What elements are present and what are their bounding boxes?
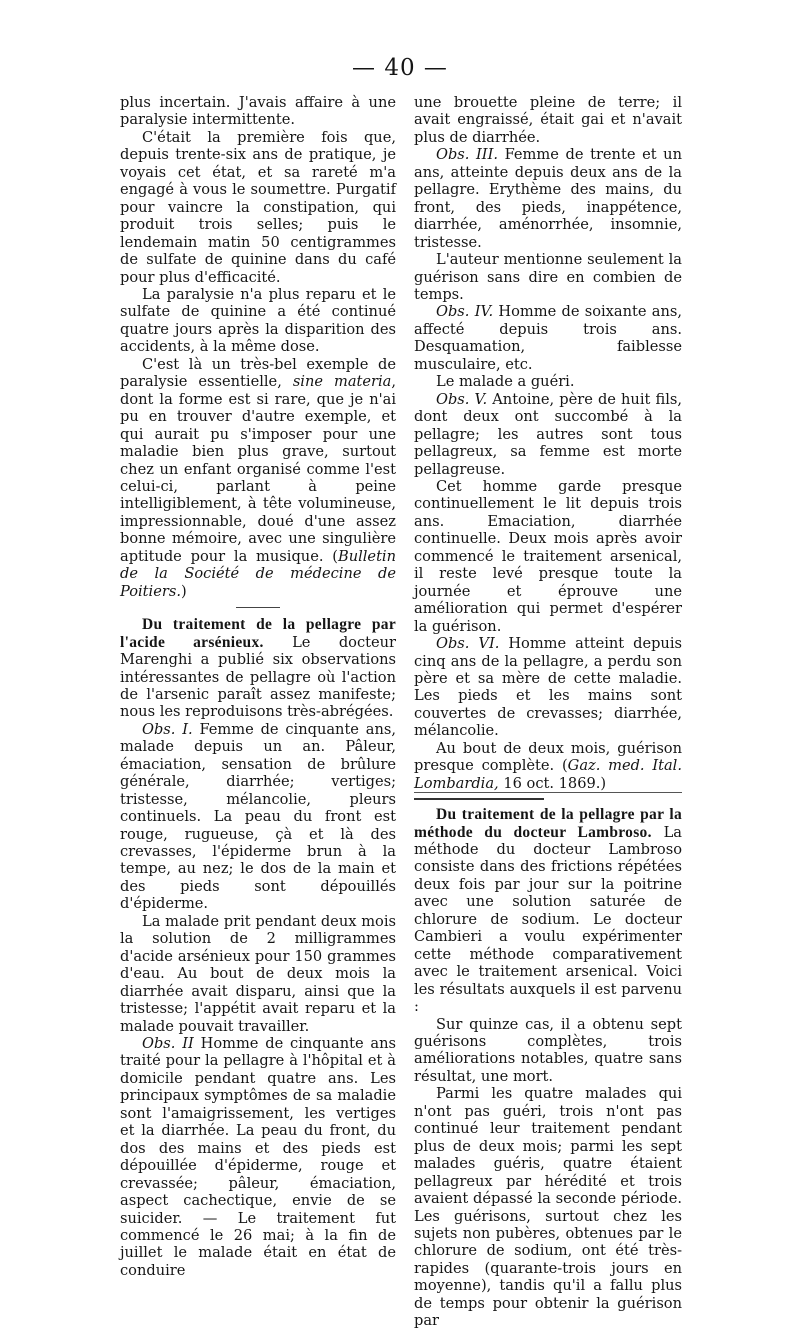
observation-label: Obs. III. bbox=[436, 146, 498, 164]
text-run: ) bbox=[180, 582, 187, 600]
paragraph: C'était la première fois que, depuis trente-six ans de pratique, je voyais cet état, et sa rareté m'a engagé à vous le soumettre. Purgatif pour vaincre la constipation, qui produit trois selles; puis le lendemain matin 50 centigrammes de sulfate de quinine dans du café pour plus d'efficacité. bbox=[120, 128, 396, 286]
paragraph bbox=[414, 146, 682, 251]
paragraph: plus incertain. J'avais affaire à une paralysie intermittente. bbox=[120, 94, 396, 129]
text-run: La méthode du docteur Lambroso consiste dans des frictions répétées deux fois par jour sur la poitrine avec une solution saturée de chlorure de sodium. Le docteur Cambieri a voulu expérimenter cette méthode comparativement avec le traitement arsenical. Voici les résultats auxquels il est parvenu : bbox=[414, 823, 682, 1016]
observation-label: Obs. VI. bbox=[436, 635, 500, 653]
section-separator bbox=[236, 607, 280, 608]
citation: Gaz. med. Ital. Lombardia, bbox=[414, 757, 682, 792]
paragraph: une brouette pleine de terre; il avait engraissé, était gai et n'avait plus de diarrhée. bbox=[414, 94, 682, 146]
text-run: Homme atteint depuis cinq ans de la pellagre, a perdu son père et sa mère de cette maladie. Les pieds et les mains sont couvertes de crevasses; diarrhée, mélancolie. bbox=[414, 635, 682, 740]
text-run: Femme de cinquante ans, malade depuis un an. Pâleur, émaciation, sensation de brûlure générale, diarrhée; vertiges; tristesse, mélancolie, pleurs continuels. La peau du front est rouge, rugueuse, çà et là des crevasses, l'épiderme brun à la tempe, au nez; le dos de la main et des pieds sont dépouillés d'épiderme. bbox=[120, 720, 396, 913]
text-run: Homme de cinquante ans traité pour la pellagre à l'hôpital et à domicile pendant quatre ans. Les principaux symptômes de sa maladie sont l'amaigrissement, les vertiges et la diarrhée. La peau du front, du dos des mains et des pieds est dépouillée d'épiderme, rouge et crevassée; pâleur, émaciation, aspect cachectique, envie de se suicider. — Le traitement fut commencé le 26 mai; à la fin de juillet le malade était en état de conduire bbox=[120, 1035, 396, 1279]
left-column bbox=[120, 94, 396, 1279]
paragraph bbox=[414, 303, 682, 373]
paragraph: La paralysie n'a plus reparu et le sulfate de quinine a été continué quatre jours après la disparition des accidents, à la même dose. bbox=[120, 285, 396, 356]
observation-label: Obs. I. bbox=[142, 720, 193, 738]
right-column bbox=[414, 94, 682, 1330]
paragraph: Parmi les quatre malades qui n'ont pas guéri, trois n'ont pas continué leur traitement pendant plus de deux mois; parmi les sept malades guéris, quatre étaient pellagreux par hérédité et trois avaient dépassé la seconde période. Les guérisons, surtout chez les sujets non pubères, obtenues par le chlorure de sodium, ont été très-rapides (quarante-trois jours en moyenne), tandis qu'il a fallu plus de temps pour obtenir la guérison par bbox=[414, 1085, 682, 1330]
section-separator bbox=[414, 798, 544, 800]
paragraph bbox=[120, 721, 396, 913]
text-run: 16 oct. 1869.) bbox=[498, 774, 607, 792]
text-run: , dont la forme est si rare, que je n'ai pu en trouver d'autre exemple, et qui aurait pu s'imposer pour une maladie bien plus grave, surtout chez un enfant organisé comme l'est celui-ci, parlant à peine intelligiblement, à tête volumineuse, impressionnable, doué d'une assez bonne mémoire, avec une singulière aptitude pour la musique. ( bbox=[120, 373, 397, 565]
text-run: Le docteur Marenghi a publié six observations intéressantes de pellagre où l'action de l'arsenic paraît assez manifeste; nous les reproduisons très-abrégées. bbox=[120, 633, 396, 721]
paragraph: Sur quinze cas, il a obtenu sept guérisons complètes, trois améliorations notables, quatre sans résultat, une mort. bbox=[414, 1015, 682, 1085]
paragraph bbox=[120, 356, 396, 600]
section-heading: Du traitement de la pellagre par l'acide arsénieux. bbox=[120, 616, 396, 651]
text-run: Femme de trente et un ans, atteinte depuis deux ans de la pellagre. Erythème des mains, du front, des pieds, inappétence, diarrhée, aménorrhée, insomnie, tristesse. bbox=[414, 146, 682, 251]
citation: Bulletin de la Société de médecine de Poitiers. bbox=[120, 547, 396, 600]
observation-label: Obs. II bbox=[142, 1035, 194, 1053]
observation-label: Obs. V. bbox=[436, 390, 488, 408]
observation-label: Obs. IV. bbox=[436, 303, 494, 321]
paragraph bbox=[120, 1035, 396, 1279]
paragraph bbox=[414, 635, 682, 740]
paragraph bbox=[414, 806, 682, 1015]
section-heading: Du traitement de la pellagre par la méthode du docteur Lambroso. bbox=[414, 806, 682, 841]
paragraph: L'auteur mentionne seulement la guérison sans dire en combien de temps. bbox=[414, 251, 682, 303]
paragraph bbox=[120, 616, 396, 721]
page-number: — 40 — bbox=[352, 55, 448, 81]
paragraph: Cet homme garde presque continuellement le lit depuis trois ans. Emaciation, diarrhée continuelle. Deux mois après avoir commencé le traitement arsenical, il reste levé presque toute la journée et éprouve une amélioration qui permet d'espérer la guérison. bbox=[414, 477, 682, 635]
paragraph: La malade prit pendant deux mois la solution de 2 milligrammes d'acide arsénieux pour 150 grammes d'eau. Au bout de deux mois la diarrhée avait disparu, ainsi que la tristesse; l'appétit avait reparu et la malade pouvait travailler. bbox=[120, 912, 396, 1035]
italic-text: sine materia bbox=[292, 373, 392, 391]
text-run: Au bout de deux mois, guérison presque complète. ( bbox=[414, 739, 682, 775]
text-run: Antoine, père de huit fils, dont deux ont succombé à la pellagre; les autres sont tous pellagreux, sa femme est morte pellagreuse. bbox=[414, 390, 682, 478]
paragraph: Le malade a guéri. bbox=[436, 373, 575, 391]
paragraph bbox=[414, 740, 682, 793]
paragraph bbox=[414, 391, 682, 478]
text-run: C'est là un très-bel exemple de paralysie essentielle, bbox=[120, 355, 396, 391]
text-run: Homme de soixante ans, affecté depuis trois ans. Desquamation, faiblesse musculaire, etc. bbox=[414, 303, 682, 373]
